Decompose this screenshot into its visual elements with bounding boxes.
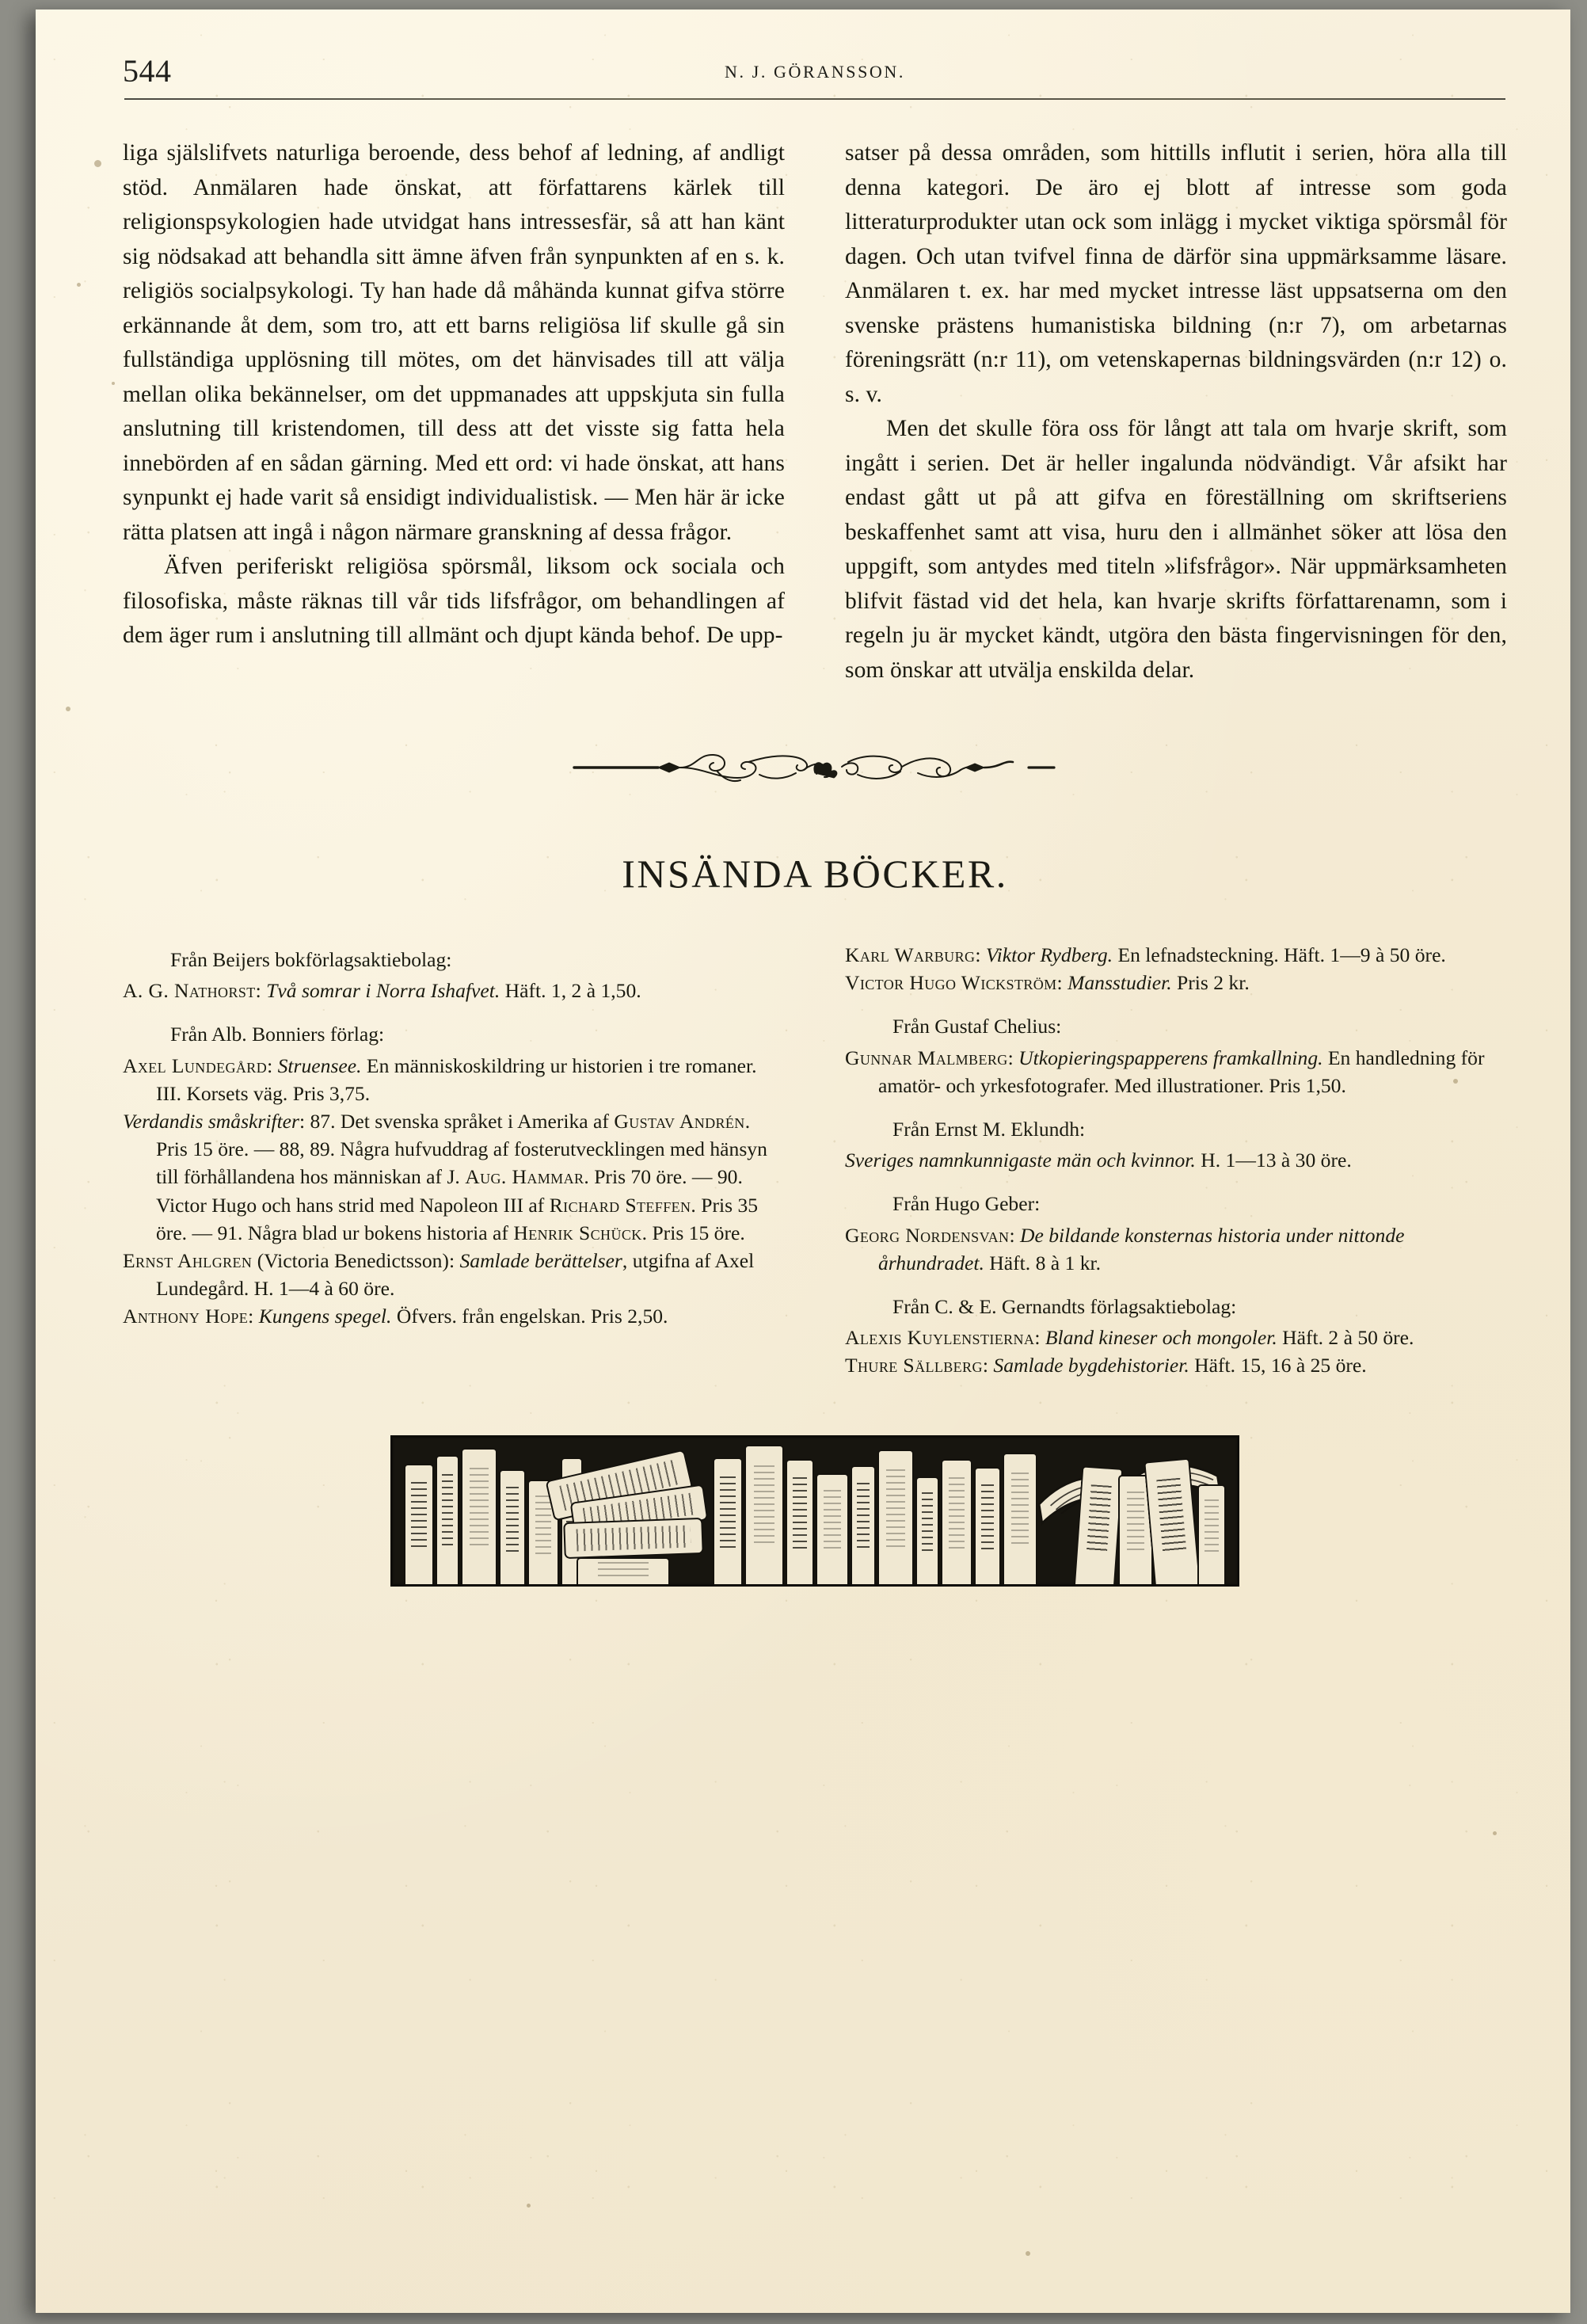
book-author: Axel Lundegård — [123, 1053, 268, 1077]
book-entry — [845, 941, 1507, 969]
book-detail: : — [1007, 1046, 1019, 1069]
book-detail: En lefnadsteckning. Häft. 1—9 à 50 öre. — [1113, 943, 1446, 966]
publisher-heading: Från Gustaf Chelius: — [892, 1015, 1062, 1038]
book-entry — [845, 1146, 1507, 1174]
body-paragraph: Äfven periferiskt religiösa spörsmål, liksom ock sociala och filosofiska, måste räknas till vår tids lifsfrågor, om behandlingen af dem äger rum i anslutning till allmänt och djupt kända behof. De upp- — [123, 554, 785, 648]
book-title: Mansstudier. — [1068, 971, 1172, 995]
book-title: Två somrar i Norra Ishafvet. — [266, 979, 500, 1003]
paper-speck — [66, 707, 70, 711]
book-detail: Häft. 1, 2 à 1,50. — [500, 979, 641, 1003]
book-entry — [845, 1324, 1507, 1351]
book-detail: . Pris 15 öre. — 88, 89. Några hufvuddrag af fosterutvecklingen med hänsyn till förhållandena hos människan af J. — [156, 1110, 767, 1189]
publisher-heading: Från Alb. Bonniers förlag: — [170, 1023, 385, 1046]
body-columns — [123, 136, 1507, 688]
bookshelf-vignette-icon — [390, 1435, 1239, 1587]
book-title: Verdandis småskrifter — [123, 1110, 299, 1133]
book-title: De bildande konsternas historia under nittonde århundradet. — [878, 1223, 1405, 1274]
book-author: Thure Sällberg — [845, 1354, 983, 1377]
book-detail: . Pris 70 öre. — 90. Victor Hugo och hans strid med Napoleon III af — [156, 1165, 743, 1217]
book-entry — [123, 1052, 785, 1107]
book-detail: Pris 2 kr. — [1171, 971, 1250, 995]
book-author: Richard Steffen — [549, 1193, 691, 1217]
body-paragraph: satser på dessa områden, som hittills influtit i serien, höra alla till denna kategori. De äro ej blott af intresse som goda litteraturprodukter utan ock som inlägg i mycket viktiga spörsmål för dagen. Och utan tvifvel finna de därför sina uppmärksamme läsare. Anmälaren t. ex. har med mycket intresse läst uppsatserna om den svenske prästens humanistiska bildning (n:r 7), om arbetarnas föreningsrätt (n:r 11), om vetenskapernas bildningsvärden (n:r 12) o. s. v. — [845, 140, 1507, 407]
book-entry — [123, 977, 785, 1004]
book-author: Alexis Kuylenstierna — [845, 1326, 1035, 1350]
body-column-left — [123, 136, 785, 688]
paper-speck — [94, 160, 101, 167]
header-rule — [124, 98, 1505, 100]
received-books-list — [123, 941, 1507, 1380]
book-detail: : — [267, 1053, 278, 1077]
book-author: Henrik Schück — [513, 1221, 642, 1244]
book-author: Georg Nordensvan — [845, 1223, 1010, 1247]
book-detail: : — [1056, 971, 1068, 995]
book-title: Sveriges namnkunnigaste män och kvinnor. — [845, 1149, 1196, 1172]
book-detail: Häft. 8 à 1 kr. — [984, 1251, 1102, 1274]
flourish-ornament-icon — [569, 743, 1060, 792]
book-detail: Häft. 15, 16 à 25 öre. — [1189, 1354, 1367, 1377]
book-entry — [845, 1351, 1507, 1379]
book-detail: : — [248, 1305, 259, 1328]
book-entry — [845, 1044, 1507, 1099]
book-detail: Häft. 2 à 50 öre. — [1277, 1326, 1414, 1350]
paper-speck — [1493, 1831, 1497, 1835]
book-detail: : — [1034, 1326, 1045, 1350]
running-title: N. J. GÖRANSSON. — [724, 62, 906, 82]
paper-speck — [112, 382, 115, 385]
book-title: Struensee. — [277, 1053, 362, 1077]
book-title: Utkopieringspapperens framkallning. — [1018, 1046, 1323, 1069]
publisher-heading: Från Beijers bokförlagsaktiebolag: — [170, 948, 452, 971]
book-detail: : — [982, 1354, 994, 1377]
book-entry — [123, 1247, 785, 1302]
book-entry — [845, 969, 1507, 996]
book-author: Gustav Andrén — [614, 1110, 745, 1133]
book-title: Samlade bygdehistorier. — [993, 1354, 1189, 1377]
paper-speck — [77, 283, 81, 287]
book-detail: Öfvers. från engelskan. Pris 2,50. — [391, 1305, 668, 1328]
vignette-wrapper — [123, 1435, 1507, 1587]
page-number: 544 — [123, 53, 172, 89]
book-author: Aug. Hammar — [465, 1165, 584, 1189]
ornament-divider — [123, 733, 1507, 802]
book-detail: (Victoria Benedictsson): — [252, 1249, 460, 1273]
book-detail: En handledning för amatör- och yrkesfotografer. Med illustrationer. Pris 1,50. — [878, 1046, 1485, 1097]
book-author: Karl Warburg — [845, 943, 976, 966]
running-head — [123, 49, 1507, 105]
paper-speck — [1026, 2251, 1030, 2256]
body-paragraph: Men det skulle föra oss för långt att tala om hvarje skrift, som ingått i serien. Det är heller ingalunda nödvändigt. Vår afsikt har endast gått ut på att gifva en föreställning om skriftseriens beskaffenhet samt att visa, huru den i allmänhet söker att lösa den uppgift, som antydes med titeln »lifsfrågor». När uppmärksamheten blifvit fästad vid det hela, kan hvarje skrifts författarenamn, som i regeln ju är mycket kändt, utgöra den bästa fingervisningen för den, som önskar att utvälja enskilda delar. — [845, 416, 1507, 683]
publisher-heading: Från Ernst M. Eklundh: — [892, 1118, 1086, 1141]
books-column-left — [123, 941, 785, 1380]
page-content — [123, 49, 1507, 1587]
book-entry — [845, 1221, 1507, 1277]
book-detail: : — [255, 979, 267, 1003]
book-detail: : 87. Det svenska språket i Amerika af — [299, 1110, 615, 1133]
body-text-right — [845, 136, 1507, 688]
paper-speck — [527, 2204, 531, 2208]
book-detail: En människoskildring ur historien i tre romaner. III. Korsets väg. Pris 3,75. — [156, 1053, 757, 1105]
book-author: A. G. Nathorst — [123, 979, 256, 1003]
body-column-right — [845, 136, 1507, 688]
book-title: Viktor Rydberg. — [985, 943, 1113, 966]
book-detail: . Pris 35 öre. — 91. Några blad ur bokens historia af — [156, 1193, 759, 1244]
book-entry — [123, 1107, 785, 1247]
book-title: Bland kineser och mongoler. — [1045, 1326, 1277, 1350]
book-entry — [123, 1302, 785, 1330]
publisher-heading: Från Hugo Geber: — [892, 1192, 1041, 1216]
book-detail: : — [1009, 1223, 1020, 1247]
book-author: Ernst Ahlgren — [123, 1249, 253, 1273]
book-title: Samlade berättelser — [459, 1249, 622, 1273]
body-paragraph: liga själslifvets naturliga beroende, dess behof af ledning, af andligt stöd. Anmälaren hade önskat, att författarens kärlek till religionspsykologien hade utvidgat hans intressesfär, så att han känt sig nödsakad att behandla sitt ämne äfven från synpunkten af en s. k. religiös socialpsykologi. Ty han hade då måhända kunnat gifva större erkännande åt dem, som tro, att ett barns religiösa lif skulle gå sin fullständiga upplösning till mötes, om det hänvisades till att välja mellan olika bekännelser, om det uppmanades att uppskjuta sin fulla anslutning till kristendomen, till dess att det visste sig fatta hela innebörden af en sådan gärning. Med ett ord: vi hade önskat, att hans synpunkt ej hade varit så ensidigt individualistisk. — Men här är icke rätta platsen att ingå i någon närmare granskning af dessa frågor. — [123, 140, 785, 545]
book-detail: . Pris 15 öre. — [641, 1221, 745, 1244]
book-author: Anthony Hope — [123, 1305, 249, 1328]
body-text-left — [123, 136, 785, 653]
book-detail: : — [975, 943, 986, 966]
page-sheet — [36, 10, 1570, 2313]
book-detail: H. 1—13 à 30 öre. — [1195, 1149, 1352, 1172]
books-column-right — [845, 941, 1507, 1380]
book-title: Kungens spegel. — [258, 1305, 392, 1328]
book-author: Victor Hugo Wickström — [845, 971, 1057, 995]
page-title: INSÄNDA BÖCKER. — [622, 851, 1008, 896]
publisher-heading: Från C. & E. Gernandts förlagsaktiebolag: — [892, 1295, 1237, 1319]
book-author: Gunnar Malmberg — [845, 1046, 1008, 1069]
book-detail: , utgifna af Axel Lundegård. H. 1—4 à 60 öre. — [156, 1249, 755, 1301]
